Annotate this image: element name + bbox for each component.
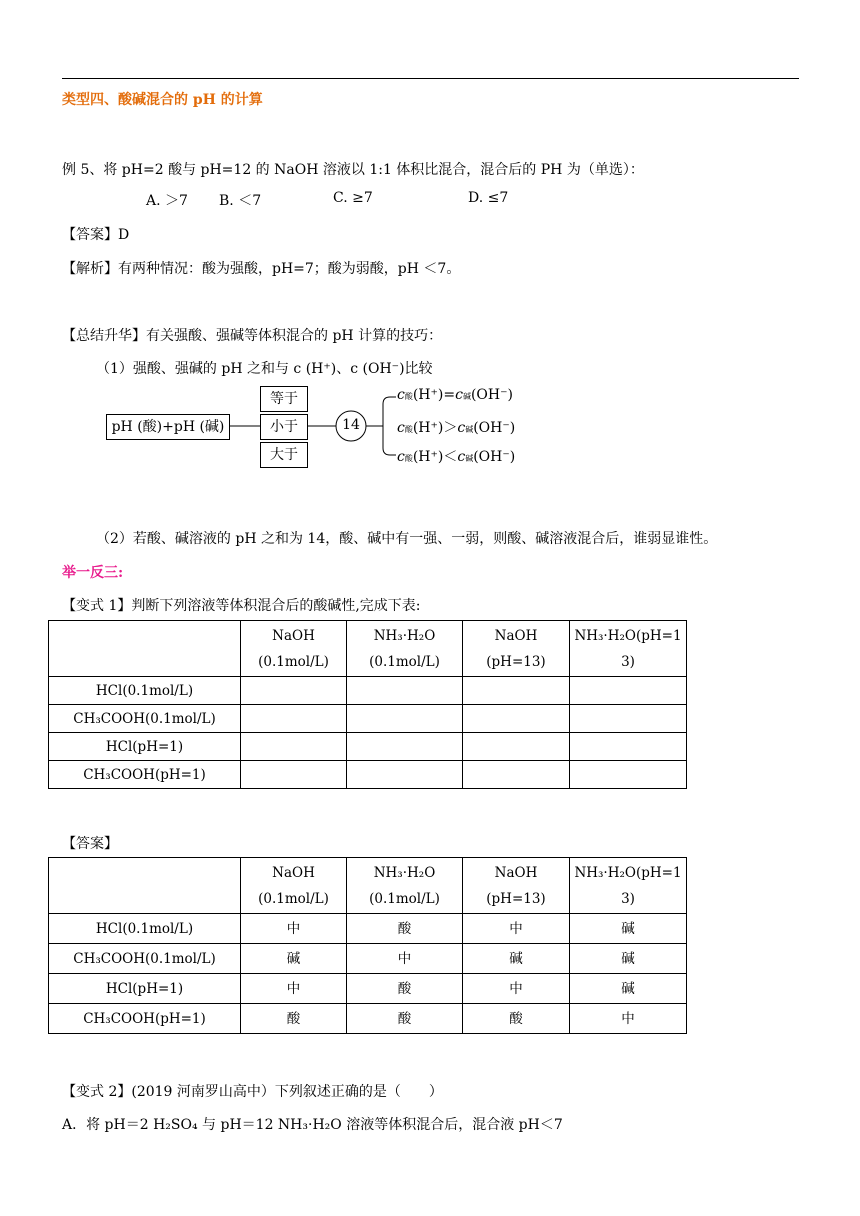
choice-greater: 大于: [260, 442, 308, 468]
answer-cell: 中: [241, 914, 347, 944]
variant1-table: [48, 620, 687, 789]
summary-title: 【总结升华】有关强酸、强碱等体积混合的 pH 计算的技巧：: [62, 328, 443, 344]
row-header: HCl(pH=1): [49, 733, 241, 761]
blank-cell[interactable]: [570, 677, 687, 705]
answer-cell: 中: [241, 974, 347, 1004]
row-header: CH₃COOH(pH=1): [49, 761, 241, 789]
variant1-title: 【变式 1】判断下列溶液等体积混合后的酸碱性,完成下表:: [62, 598, 421, 614]
section-heading: 类型四、酸碱混合的 pH 的计算: [62, 92, 263, 108]
table-header-row: [49, 621, 687, 677]
option-a: A. ＞7: [146, 193, 188, 209]
variant2-option-a: A．将 pH＝2 H₂SO₄ 与 pH＝12 NH₃·H₂O 溶液等体积混合后，混合液 pH＜7: [62, 1117, 563, 1133]
table-row: [49, 677, 687, 705]
blank-cell[interactable]: [241, 733, 347, 761]
answer-cell: 碱: [463, 944, 570, 974]
table-row: [49, 733, 687, 761]
col-header: NH₃·H₂O(pH=1 3): [570, 621, 687, 677]
table-header-row: [49, 858, 687, 914]
answer-cell: 碱: [241, 944, 347, 974]
option-b: B. ＜7: [219, 193, 262, 209]
answer-cell: 中: [347, 944, 463, 974]
col-header: NH₃·H₂O(pH=1 3): [570, 858, 687, 914]
answer-cell: 碱: [570, 974, 687, 1004]
blank-cell[interactable]: [241, 677, 347, 705]
result-equal: c酸(H⁺)=c碱(OH⁻): [397, 387, 513, 403]
answer-table: [48, 857, 687, 1034]
corner-cell: [49, 621, 241, 677]
corner-cell: [49, 858, 241, 914]
answer-cell: 酸: [347, 1004, 463, 1034]
blank-cell[interactable]: [570, 733, 687, 761]
variant2-title: 【变式 2】(2019 河南罗山高中）下列叙述正确的是（ ）: [62, 1084, 443, 1100]
example-analysis: 【解析】有两种情况：酸为强酸，pH=7；酸为弱酸，pH ＜7。: [62, 261, 461, 277]
answer-cell: 酸: [463, 1004, 570, 1034]
blank-cell[interactable]: [241, 705, 347, 733]
example-answer: 【答案】D: [62, 227, 130, 243]
blank-cell[interactable]: [347, 705, 463, 733]
answer-cell: 中: [463, 974, 570, 1004]
table-row: [49, 914, 687, 944]
result-less: c酸(H⁺)＜c碱(OH⁻): [397, 449, 516, 465]
row-header: CH₃COOH(pH=1): [49, 1004, 241, 1034]
blank-cell[interactable]: [570, 761, 687, 789]
row-header: HCl(pH=1): [49, 974, 241, 1004]
answer-cell: 中: [570, 1004, 687, 1034]
answer-cell: 酸: [347, 974, 463, 1004]
blank-cell[interactable]: [463, 761, 570, 789]
col-header: NaOH (0.1mol/L): [241, 621, 347, 677]
choice-less: 小于: [260, 414, 308, 440]
blank-cell[interactable]: [347, 733, 463, 761]
blank-cell[interactable]: [241, 761, 347, 789]
answer-label: 【答案】: [62, 836, 118, 852]
table-row: [49, 705, 687, 733]
row-header: CH₃COOH(0.1mol/L): [49, 944, 241, 974]
blank-cell[interactable]: [347, 761, 463, 789]
option-c: C. ≥7: [333, 190, 373, 206]
blank-cell[interactable]: [347, 677, 463, 705]
col-header: NaOH (pH=13): [463, 858, 570, 914]
answer-cell: 酸: [241, 1004, 347, 1034]
blank-cell[interactable]: [463, 733, 570, 761]
blank-cell[interactable]: [570, 705, 687, 733]
row-header: HCl(0.1mol/L): [49, 914, 241, 944]
table-row: [49, 1004, 687, 1034]
result-greater: c酸(H⁺)＞c碱(OH⁻): [397, 420, 516, 436]
top-rule: [62, 78, 799, 79]
answer-cell: 中: [463, 914, 570, 944]
table-row: [49, 974, 687, 1004]
answer-cell: 酸: [347, 914, 463, 944]
practice-title: 举一反三:: [62, 565, 124, 581]
col-header: NH₃·H₂O (0.1mol/L): [347, 621, 463, 677]
answer-cell: 碱: [570, 944, 687, 974]
table-row: [49, 761, 687, 789]
example-question: 例 5、将 pH=2 酸与 pH=12 的 NaOH 溶液以 1:1 体积比混合，混合后的 PH 为（单选）：: [62, 162, 644, 178]
brace: [383, 397, 390, 455]
option-d: D. ≤7: [468, 190, 509, 206]
summary-point1: （1）强酸、强碱的 pH 之和与 c (H⁺)、c (OH⁻)比较: [96, 361, 433, 377]
table-row: [49, 944, 687, 974]
col-header: NaOH (pH=13): [463, 621, 570, 677]
circle-value: 14: [342, 417, 360, 433]
blank-cell[interactable]: [463, 705, 570, 733]
sum-box: pH (酸)+pH (碱): [106, 414, 230, 440]
answer-cell: 碱: [570, 914, 687, 944]
row-header: HCl(0.1mol/L): [49, 677, 241, 705]
row-header: CH₃COOH(0.1mol/L): [49, 705, 241, 733]
choice-equal: 等于: [260, 386, 308, 412]
blank-cell[interactable]: [463, 677, 570, 705]
summary-point2: （2）若酸、碱溶液的 pH 之和为 14，酸、碱中有一强、一弱，则酸、碱溶液混合后，谁弱显谁性。: [96, 531, 718, 547]
col-header: NH₃·H₂O (0.1mol/L): [347, 858, 463, 914]
col-header: NaOH (0.1mol/L): [241, 858, 347, 914]
